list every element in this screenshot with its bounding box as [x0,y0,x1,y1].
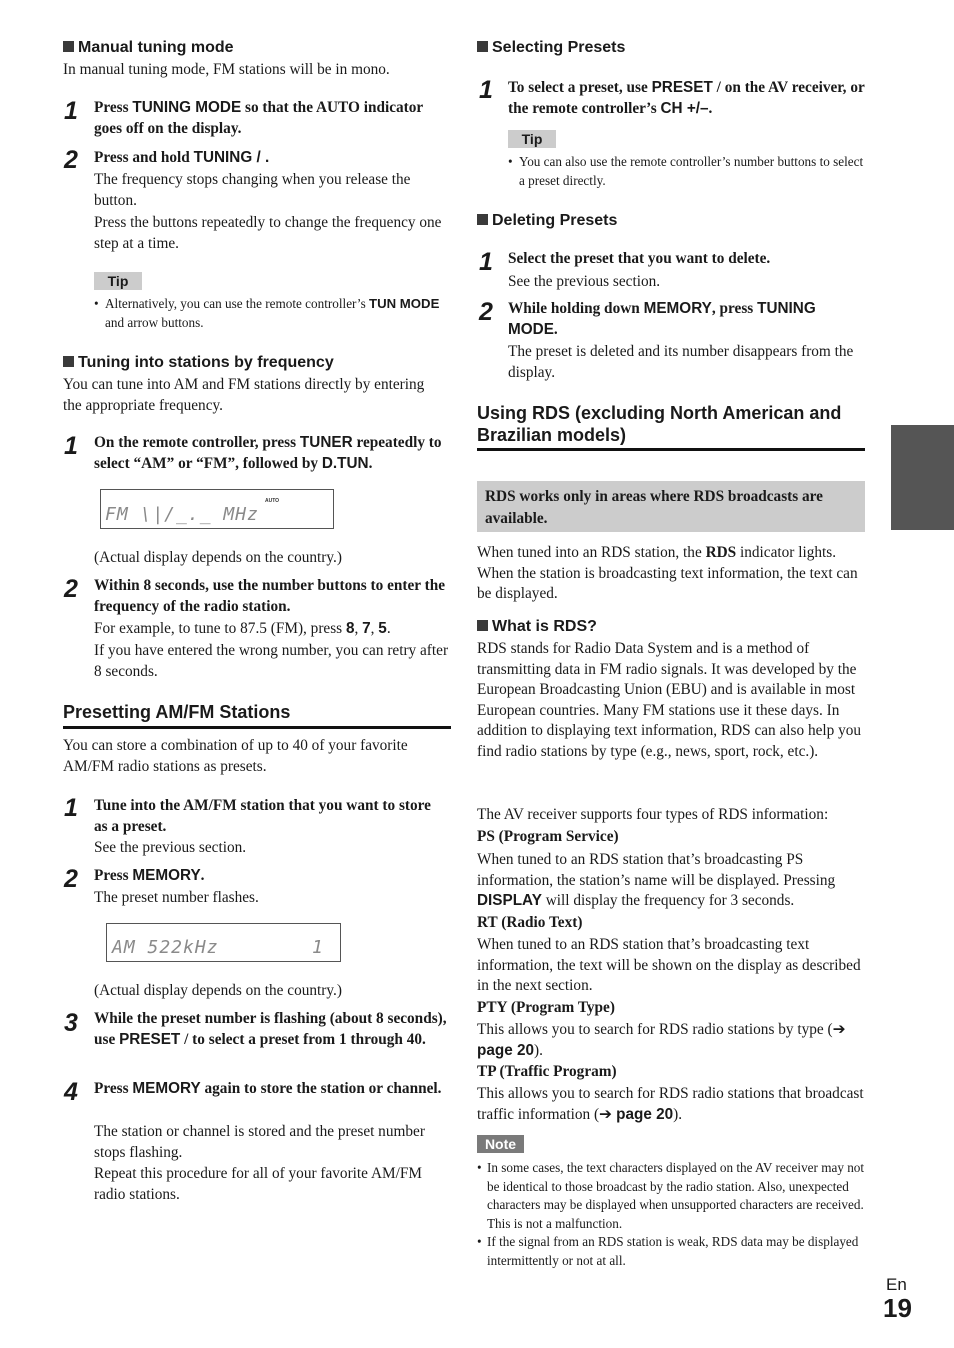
rds-intro: When tuned into an RDS station, the RDS indicator lights. When the station is broadcasting text information, the text can be displayed. [477,544,858,602]
heading-presetting: Presetting AM/FM Stations [63,702,291,722]
preset-step-1: Tune into the AM/FM station that you want to store as a preset. [94,797,431,835]
page-link[interactable]: page 20 [611,1105,674,1123]
bullet-icon: • [477,1234,482,1249]
square-bullet-icon [477,214,488,225]
heading-manual-tuning: Manual tuning mode [63,38,234,58]
preset-step-2-desc: The preset number flashes. [94,889,259,906]
preset-step-1-desc: See the previous section. [94,839,247,856]
step-number: 3 [64,1009,78,1037]
select-step-1: To select a preset, use PRESET / on the AV receiver, or the remote controller’s CH +/–. [508,79,865,117]
arrow-right-icon: ➔ [832,1021,846,1038]
frequency-step-1: On the remote controller, press TUNER repeatedly to select “AM” or “FM”, followed by D.TUN. [94,434,442,472]
note-1: In some cases, the text characters displayed on the AV receiver may not be identical to those broadcast by the radio station. Also, unexpected characters may be displayed when unsupported characters are received. This is not a malfunction. [487,1160,865,1231]
bullet-icon: • [477,1160,482,1175]
note-label: Note [477,1135,524,1153]
frequency-step-2: Within 8 seconds, use the number buttons to enter the frequency of the radio station. [94,577,446,615]
section-divider [477,448,865,451]
heading-deleting-presets: Deleting Presets [477,211,617,231]
term-ps: PS (Program Service) [477,828,619,845]
preset-step-4: Press MEMORY again to store the station or channel. [94,1080,442,1097]
frequency-step-2-desc-1: For example, to tune to 87.5 (FM), press 8, 7, 5. [94,620,391,637]
step-number: 1 [64,432,78,460]
term-tp: TP (Traffic Program) [477,1063,617,1080]
tip-label: Tip [508,130,556,148]
chapter-tab [891,425,954,530]
preset-step-4-desc-2: Repeat this procedure for all of your favorite AM/FM radio stations. [94,1165,422,1203]
heading-selecting-presets: Selecting Presets [477,38,625,58]
delete-step-2: While holding down MEMORY, press TUNING MODE. [508,300,816,338]
step-number: 1 [64,794,78,822]
display-caption-2: (Actual display depends on the country.) [94,982,342,999]
frequency-step-2-desc-2: If you have entered the wrong number, you can retry after 8 seconds. [94,642,449,680]
preset-number-indicator: 1 [312,937,324,958]
heading-by-frequency: Tuning into stations by frequency [63,353,334,373]
bullet-icon: • [94,296,99,311]
page-number: 19 [883,1293,912,1323]
lcd-display-fm [100,489,334,529]
term-pty: PTY (Program Type) [477,999,615,1016]
lcd-display-text: AM 522kHz [112,937,219,958]
step-number: 1 [64,97,78,125]
square-bullet-icon [477,620,488,631]
rds-callout: RDS works only in areas where RDS broadcasts are available. [477,481,865,532]
ps-description: When tuned to an RDS station that’s broadcasting PS information, the station’s name will be displayed. Pressing DISPLAY will display the frequency for 3 seconds. [477,851,836,909]
preset-step-3: While the preset number is flashing (about 8 seconds), use PRESET / to select a preset from 1 through 40. [94,1010,447,1048]
manual-tuning-intro: In manual tuning mode, FM stations will be in mono. [63,61,390,78]
square-bullet-icon [63,41,74,52]
pty-description: This allows you to search for RDS radio stations by type (➔ page 20). [477,1021,846,1059]
note-2: If the signal from an RDS station is weak, RDS data may be displayed intermittently or not at all. [487,1234,859,1268]
step-number: 2 [64,575,78,603]
step-number: 2 [64,865,78,893]
step-number: 1 [479,76,493,104]
presetting-intro: You can store a combination of up to 40 of your favorite AM/FM radio stations as presets. [63,737,408,775]
delete-step-1: Select the preset that you want to delete. [508,250,771,267]
section-divider [63,726,451,729]
tip-label: Tip [94,272,142,290]
manual-step-2: Press and hold TUNING / . [94,149,270,166]
what-is-rds-text: RDS stands for Radio Data System and is a method of transmitting data in FM radio signals. It was developed by the European Broadcasting Union (EBU) and is available in most European countries. Many FM stations use it these days. In addition to displaying text information, RDS can also help you find radio stations by type (e.g., news, sport, rock, etc.). [477,640,862,760]
step-number: 1 [479,248,493,276]
display-caption-1: (Actual display depends on the country.) [94,549,342,566]
language-label: En [886,1275,907,1294]
rds-types-intro: The AV receiver supports four types of RDS information: [477,806,829,823]
heading-what-is-rds: What is RDS? [477,617,597,637]
preset-step-2: Press MEMORY. [94,867,205,884]
by-frequency-intro: You can tune into AM and FM stations directly by entering the appropriate frequency. [63,376,425,414]
heading-rds: Using RDS (excluding North American and Brazilian models) [477,403,842,445]
preset-step-4-desc-1: The station or channel is stored and the preset number stops flashing. [94,1123,425,1161]
page-link[interactable]: page 20 [477,1041,534,1059]
bullet-icon: • [508,154,513,169]
manual-step-1: Press TUNING MODE so that the AUTO indicator goes off on the display. [94,99,423,137]
manual-step-2-desc-1: The frequency stops changing when you release the button. [94,171,411,209]
square-bullet-icon [63,356,74,367]
delete-step-2-desc: The preset is deleted and its number disappears from the display. [508,343,854,381]
step-number: 2 [479,298,493,326]
term-rt: RT (Radio Text) [477,914,583,931]
lcd-display-text: FM \|/_._ MHz [105,504,259,525]
manual-step-2-desc-2: Press the buttons repeatedly to change the frequency one step at a time. [94,214,442,252]
select-tip-text: You can also use the remote controller’s number buttons to select a preset directly. [519,154,864,188]
delete-step-1-desc: See the previous section. [508,273,661,290]
tp-description: This allows you to search for RDS radio stations that broadcast traffic information (➔ page 20). [477,1085,864,1123]
lcd-display-am [106,923,341,962]
square-bullet-icon [477,41,488,52]
manual-tip-text: Alternatively, you can use the remote controller’s TUN MODE and arrow buttons. [105,296,440,330]
auto-indicator: AUTO [265,498,280,504]
rt-description: When tuned to an RDS station that’s broadcasting text information, the text will be shown on the display as described in the next section. [477,936,861,994]
step-number: 2 [64,146,78,174]
arrow-right-icon: ➔ [599,1105,612,1123]
step-number: 4 [64,1078,78,1106]
